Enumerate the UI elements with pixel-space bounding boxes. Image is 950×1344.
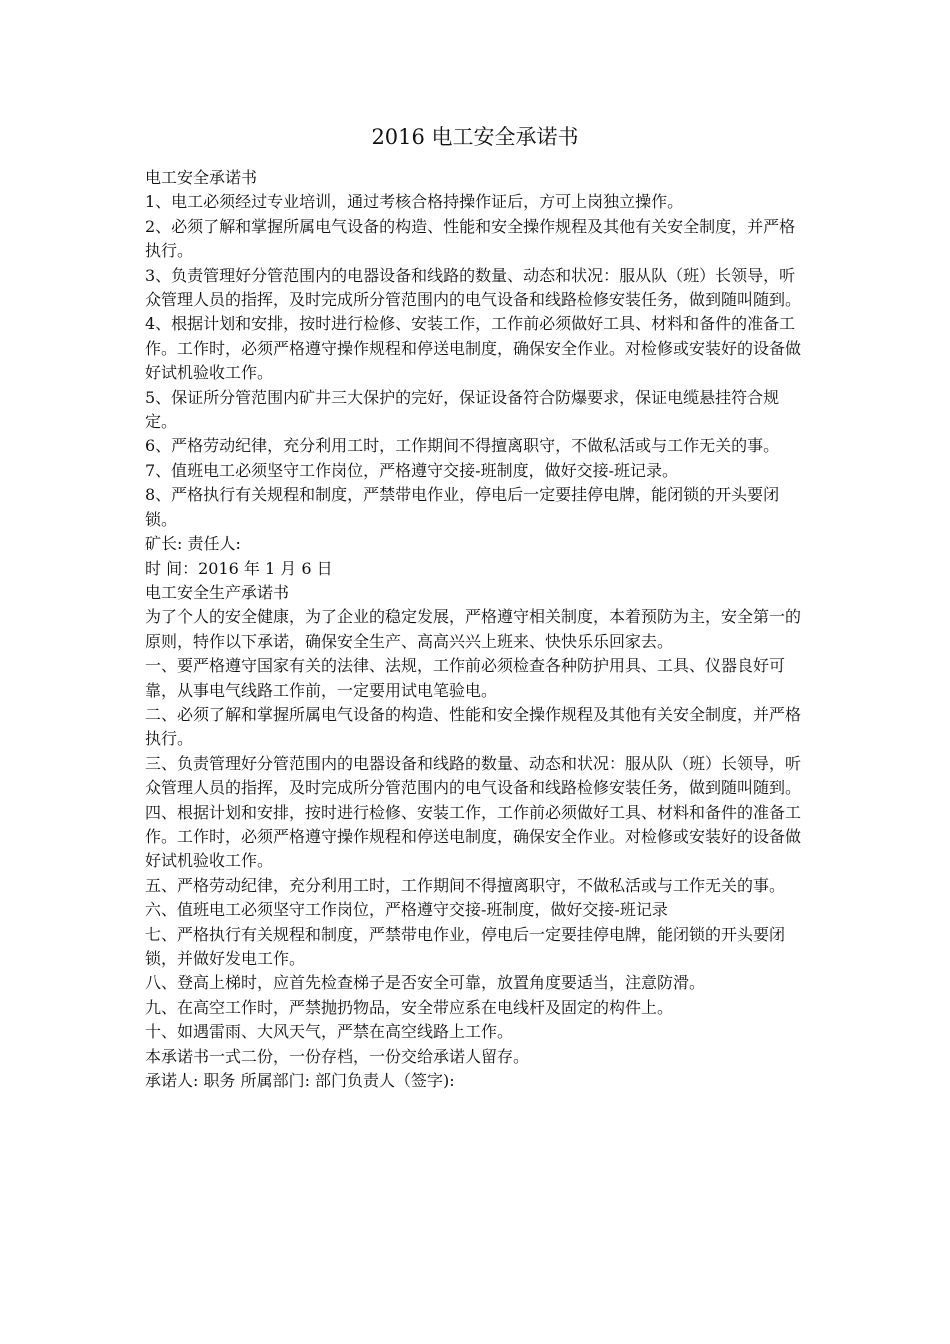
paragraph-item-6: 6、严格劳动纪律，充分利用工时，工作期间不得擅离职守，不做私活或与工作无关的事。 xyxy=(145,436,780,456)
pledger-signature-line: 承诺人: 职务 所属部门: 部门负责人（签字): xyxy=(145,1071,455,1091)
paragraph-item-3: 3、负责管理好分管范围内的电器设备和线路的数量、动态和状况：服从队（班）长领导，听众管理人员的指挥，及时完成所分管范围内的电气设备和线路检修安装任务，做到随叫随到。 xyxy=(145,265,802,310)
paragraph-closing: 本承诺书一式二份，一份存档，一份交给承诺人留存。 xyxy=(145,1046,530,1066)
paragraph-clause-2: 二、必须了解和掌握所属电气设备的构造、性能和安全操作规程及其他有关安全制度，并严格执行。 xyxy=(145,704,802,749)
paragraph-item-2: 2、必须了解和掌握所属电气设备的构造、性能和安全操作规程及其他有关安全制度，并严格执行。 xyxy=(145,216,796,261)
paragraph-heading-2: 电工安全生产承诺书 xyxy=(145,582,290,602)
paragraph-clause-10: 十、如遇雷雨、大风天气，严禁在高空线路上工作。 xyxy=(145,1022,514,1042)
date-line: 时 间：2016 年 1 月 6 日 xyxy=(145,558,333,578)
document-title: 2016 电工安全承诺书 xyxy=(371,125,579,149)
paragraph-item-7: 7、值班电工必须坚守工作岗位，严格遵守交接-班制度，做好交接-班记录。 xyxy=(145,460,678,480)
paragraph-clause-6: 六、值班电工必须坚守工作岗位，严格遵守交接-班制度，做好交接-班记录 xyxy=(145,900,668,920)
paragraph-clause-1: 一、要严格遵守国家有关的法律、法规，工作前必须检查各种防护用具、工具、仪器良好可靠，从事电气线路工作前，一定要用试电笔验电。 xyxy=(145,656,786,700)
signature-line: 矿长: 责任人: xyxy=(145,534,241,554)
paragraph-clause-3: 三、负责管理好分管范围内的电器设备和线路的数量、动态和状况：服从队（班）长领导，听众管理人员的指挥，及时完成所分管范围内的电气设备和线路检修安装任务，做到随叫随到。 xyxy=(145,753,802,798)
paragraph-item-8: 8、严格执行有关规程和制度，严禁带电作业，停电后一定要挂停电牌，能闭锁的开头要闭锁。 xyxy=(145,485,780,529)
paragraph-clause-5: 五、严格劳动纪律，充分利用工时，工作期间不得擅离职守，不做私活或与工作无关的事。 xyxy=(145,875,786,895)
paragraph-item-5: 5、保证所分管范围内矿井三大保护的完好，保证设备符合防爆要求，保证电缆悬挂符合规定。 xyxy=(145,387,780,432)
paragraph-clause-8: 八、登高上梯时，应首先检查梯子是否安全可靠，放置角度要适当，注意防滑。 xyxy=(145,973,706,993)
paragraph-clause-7: 七、严格执行有关规程和制度，严禁带电作业，停电后一定要挂停电牌，能闭锁的开头要闭锁，并做好发电工作。 xyxy=(145,924,786,968)
paragraph-item-1: 1、电工必须经过专业培训，通过考核合格持操作证后，方可上岗独立操作。 xyxy=(145,192,684,212)
document-body xyxy=(145,166,810,1093)
paragraph-intro: 为了个人的安全健康，为了企业的稳定发展，严格遵守相关制度，本着预防为主，安全第一的原则，特作以下承诺，确保安全生产、高高兴兴上班来、快快乐乐回家去。 xyxy=(145,607,802,651)
paragraph-heading-1: 电工安全承诺书 xyxy=(145,168,258,187)
paragraph-clause-4: 四、根据计划和安排，按时进行检修、安装工作，工作前必须做好工具、材料和备件的准备工作。工作时，必须严格遵守操作规程和停送电制度，确保安全作业。对检修或安装好的设备做好试机验收工作。 xyxy=(145,802,802,871)
paragraph-item-4: 4、根据计划和安排，按时进行检修、安装工作，工作前必须做好工具、材料和备件的准备工作。工作时，必须严格遵守操作规程和停送电制度，确保安全作业。对检修或安装好的设备做好试机验收工作。 xyxy=(145,314,802,383)
paragraph-clause-9: 九、在高空工作时，严禁抛扔物品，安全带应系在电线杆及固定的构件上。 xyxy=(145,997,674,1017)
